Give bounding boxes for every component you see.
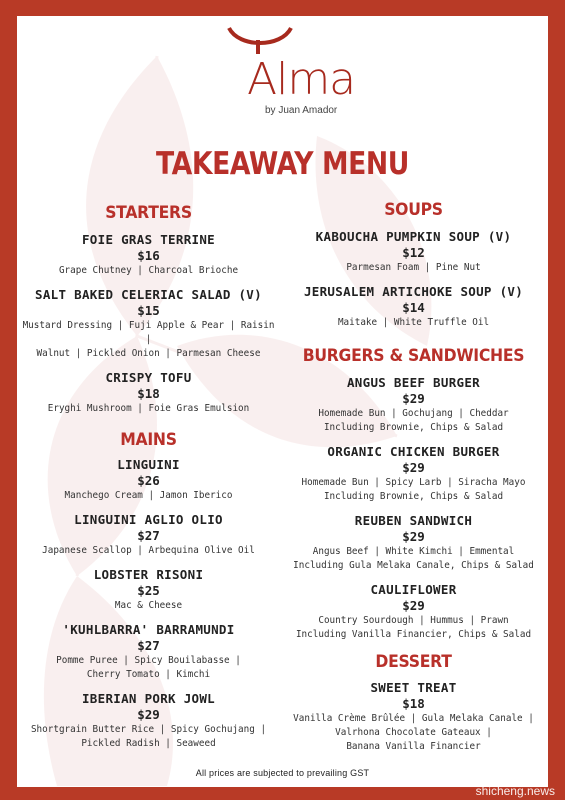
item-desc: Angus Beef | White Kimchi | Emmental: [312, 546, 515, 557]
menu-item: [17, 232, 280, 278]
section-heading: STARTERS: [105, 203, 192, 223]
menu-item: [279, 375, 548, 435]
item-name: ORGANIC CHICKEN BURGER: [327, 444, 500, 459]
item-desc: Including Brownie, Chips & Salad: [323, 491, 504, 502]
item-price: $25: [137, 583, 160, 598]
item-price: $14: [402, 300, 425, 315]
item-desc: Country Sourdough | Hummus | Prawn: [318, 615, 509, 626]
brand-logo: [17, 16, 548, 146]
section-burgers-sandwiches: [279, 346, 548, 642]
left-column: [17, 203, 280, 760]
menu-item: [279, 582, 548, 642]
menu-item: [17, 287, 280, 361]
item-name: REUBEN SANDWICH: [354, 513, 473, 528]
item-price: $29: [402, 529, 425, 544]
item-price: $29: [402, 460, 425, 475]
item-desc: Valrhona Chocolate Gateaux |: [335, 727, 492, 738]
page-title: TAKEAWAY MENU: [155, 146, 410, 182]
item-price: $16: [137, 248, 160, 263]
section-heading: SOUPS: [384, 200, 443, 220]
section-mains: [17, 430, 280, 751]
item-desc: Manchego Cream | Jamon Iberico: [64, 490, 233, 501]
item-desc: Including Brownie, Chips & Salad: [323, 422, 504, 433]
item-desc: Homemade Bun | Gochujang | Cheddar: [318, 408, 509, 419]
item-price: $29: [137, 707, 160, 722]
item-price: $18: [137, 386, 160, 401]
menu-item: [279, 284, 548, 330]
item-name: 'KUHLBARRA' BARRAMUNDI: [62, 622, 235, 637]
menu-item: [17, 512, 280, 558]
price-note: All prices are subjected to prevailing GST: [195, 768, 370, 778]
item-desc: Grape Chutney | Charcoal Brioche: [58, 265, 239, 276]
item-desc: Pomme Puree | Spicy Bouilabasse |: [56, 655, 241, 666]
right-column: [279, 200, 548, 763]
menu-item: [17, 567, 280, 613]
section-heading: DESSERT: [375, 652, 452, 672]
item-price: $18: [402, 696, 425, 711]
item-name: LINGUINI AGLIO OLIO: [74, 512, 223, 527]
item-desc: Parmesan Foam | Pine Nut: [346, 262, 481, 273]
item-name: LINGUINI: [117, 457, 180, 472]
item-price: $27: [137, 638, 160, 653]
item-desc: Including Gula Melaka Canale, Chips & Salad: [293, 560, 534, 571]
item-name: FOIE GRAS TERRINE: [81, 232, 216, 247]
watermark: shicheng.news: [475, 784, 555, 798]
menu-item: [279, 229, 548, 275]
menu-item: [279, 680, 548, 754]
menu-item: [279, 513, 548, 573]
item-name: JERUSALEM ARTICHOKE SOUP (V): [303, 284, 524, 299]
item-name: ANGUS BEEF BURGER: [346, 375, 481, 390]
item-price: $29: [402, 391, 425, 406]
logo-byline: by Juan Amador: [265, 105, 338, 116]
menu-item: [279, 444, 548, 504]
item-desc: Homemade Bun | Spicy Larb | Siracha Mayo: [301, 477, 526, 488]
item-desc: Mac & Cheese: [114, 600, 183, 611]
menu-item: [17, 691, 280, 751]
item-name: SWEET TREAT: [370, 680, 457, 695]
item-price: $12: [402, 245, 425, 260]
item-name: LOBSTER RISONI: [93, 567, 204, 582]
section-heading: BURGERS & SANDWICHES: [302, 346, 525, 366]
item-name: KABOUCHA PUMPKIN SOUP (V): [315, 229, 512, 244]
item-desc: Cherry Tomato | Kimchi: [86, 669, 211, 680]
menu-item: [17, 622, 280, 682]
item-desc: Mustard Dressing | Fuji Apple & Pear | Raisin |: [22, 320, 275, 345]
section-starters: [17, 203, 280, 416]
item-desc: Shortgrain Butter Rice | Spicy Gochujang |: [30, 724, 267, 735]
item-name: CRISPY TOFU: [105, 370, 192, 385]
item-price: $15: [137, 303, 160, 318]
item-desc: Banana Vanilla Financier: [346, 741, 481, 752]
item-desc: Maitake | White Truffle Oil: [337, 317, 490, 328]
section-soups: [279, 200, 548, 330]
item-name: IBERIAN PORK JOWL: [81, 691, 216, 706]
item-name: SALT BAKED CELERIAC SALAD (V): [35, 287, 262, 302]
menu-page: [17, 16, 548, 787]
item-desc: Pickled Radish | Seaweed: [81, 738, 216, 749]
item-name: CAULIFLOWER: [370, 582, 457, 597]
section-dessert: [279, 652, 548, 754]
item-desc: Vanilla Crème Brûlée | Gula Melaka Canale |: [293, 713, 534, 724]
menu-item: [17, 370, 280, 416]
item-desc: Walnut | Pickled Onion | Parmesan Cheese: [36, 348, 261, 359]
item-price: $26: [137, 473, 160, 488]
section-heading: MAINS: [120, 430, 177, 450]
logo-wordmark: Alma: [247, 54, 356, 105]
item-price: $29: [402, 598, 425, 613]
item-desc: Eryghi Mushroom | Foie Gras Emulsion: [47, 403, 250, 414]
item-desc: Including Vanilla Financier, Chips & Salad: [295, 629, 532, 640]
logo-arc-icon: [227, 24, 293, 54]
menu-item: [17, 457, 280, 503]
item-price: $27: [137, 528, 160, 543]
item-desc: Japanese Scallop | Arbequina Olive Oil: [42, 545, 255, 556]
